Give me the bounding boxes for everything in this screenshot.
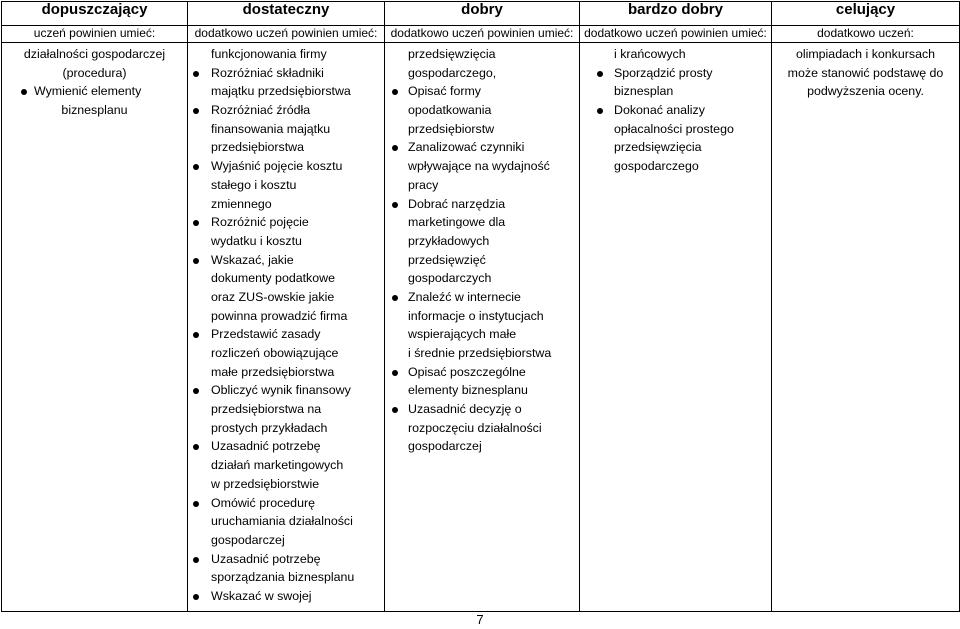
page-number: 7: [476, 612, 484, 627]
requirements-cell-dostateczny: [188, 43, 385, 612]
bullet-item: Obliczyć wynik finansowy: [188, 381, 384, 400]
text-line: wydatku i kosztu: [211, 233, 302, 248]
text-line: rozliczeń obowiązujące: [211, 346, 339, 360]
requirements-cell-dopuszczajacy: [2, 43, 188, 612]
bullet-item: Wskazać w swojej: [188, 587, 384, 606]
bullet-item: Wskazać, jakie: [188, 251, 384, 270]
text-line: przedsięwzięcia: [408, 47, 496, 61]
text-line: biznesplanu: [61, 103, 128, 118]
requirements-body-row: [2, 43, 960, 612]
text-line: finansowania majątku: [211, 121, 331, 136]
bullet-item: Wyjaśnić pojęcie kosztu: [188, 157, 384, 176]
grade-subtitle: dodatkowo uczeń powinien umieć:: [385, 26, 580, 43]
text-line: i krańcowych: [614, 47, 686, 61]
bullet-item: Wymienić elementy: [2, 82, 187, 101]
grade-subheader-row: [2, 26, 960, 43]
text-line: opodatkowania: [408, 103, 492, 118]
bullet-item: Omówić procedurę: [188, 494, 384, 513]
text-line: gospodarczego,: [408, 65, 497, 80]
text-line: przedsiębiorstw: [408, 121, 495, 136]
text-line: opłacalności prostego: [614, 121, 734, 136]
text-line: biznesplan: [614, 84, 674, 99]
text-line: dokumenty podatkowe: [211, 271, 335, 286]
text-line: gospodarczej: [408, 439, 482, 454]
text-line: przedsiębiorstwa: [211, 140, 304, 155]
text-line: rozpoczęciu działalności: [408, 420, 542, 435]
text-line: wpływające na wydajność: [408, 159, 550, 174]
bullet-item: Opisać poszczególne: [385, 363, 579, 382]
bullet-item: Zanalizować czynniki: [385, 138, 579, 157]
bullet-item: Znaleźć w internecie: [385, 288, 579, 307]
bullet-item: Dokonać analizy: [580, 101, 771, 120]
text-line: majątku przedsiębiorstwa: [211, 84, 351, 99]
text-line: i średnie przedsiębiorstwa: [408, 346, 552, 360]
bullet-item: Uzasadnić potrzebę: [188, 437, 384, 456]
text-line: oraz ZUS-owskie jakie: [211, 289, 335, 304]
text-line: (procedura): [62, 65, 127, 80]
text-line: olimpiadach i konkursach: [795, 47, 936, 61]
text-line: wspierających małe: [408, 327, 517, 342]
text-line: może stanowić podstawę do: [787, 65, 944, 80]
text-line: małe przedsiębiorstwa: [211, 364, 335, 379]
text-line: pracy: [408, 177, 439, 192]
grade-subtitle: uczeń powinien umieć:: [2, 26, 188, 43]
grade-title-bardzo-dobry: bardzo dobry: [580, 2, 772, 26]
text-line: działalności gospodarczej: [23, 47, 166, 61]
grade-header-row: [2, 2, 960, 26]
text-line: podwyższenia oceny.: [807, 84, 924, 99]
bullet-item: Przedstawić zasady: [188, 325, 384, 344]
requirements-cell-bardzo-dobry: [580, 43, 772, 612]
bullet-item: Rozróżniać źródła: [188, 101, 384, 120]
bullet-item: Rozróżnić pojęcie: [188, 213, 384, 232]
bullet-item: Dobrać narzędzia: [385, 195, 579, 214]
text-line: funkcjonowania firmy: [211, 47, 327, 61]
grade-subtitle: dodatkowo uczeń powinien umieć:: [580, 26, 772, 43]
bullet-item: Sporządzić prosty: [580, 64, 771, 83]
text-line: gospodarczych: [408, 271, 492, 286]
text-line: przedsięwzięcia: [614, 140, 702, 155]
grade-title-dostateczny: dostateczny: [188, 2, 385, 26]
text-line: uruchamiania działalności: [211, 514, 353, 529]
bullet-item: Rozróżniać składniki: [188, 64, 384, 83]
text-line: zmiennego: [211, 196, 272, 211]
text-line: elementy biznesplanu: [408, 383, 528, 398]
text-line: marketingowe dla: [408, 215, 506, 230]
text-line: przedsięwzięć: [408, 252, 486, 267]
bullet-item: Uzasadnić decyzję o: [385, 400, 579, 419]
text-line: w przedsiębiorstwie: [211, 476, 320, 491]
text-line: gospodarczej: [211, 532, 285, 547]
grade-title-dopuszczajacy: dopuszczający: [2, 2, 188, 26]
grade-title-dobry: dobry: [385, 2, 580, 26]
text-line: działań marketingowych: [211, 458, 344, 473]
bullet-item: Uzasadnić potrzebę: [188, 550, 384, 569]
grade-subtitle: dodatkowo uczeń:: [772, 26, 960, 43]
requirements-cell-dobry: [385, 43, 580, 612]
grade-requirements-table: [1, 1, 960, 612]
grade-subtitle: dodatkowo uczeń powinien umieć:: [188, 26, 385, 43]
requirements-cell-celujacy: [772, 43, 960, 612]
text-line: gospodarczego: [614, 159, 699, 174]
text-line: sporządzania biznesplanu: [211, 570, 355, 585]
text-line: powinna prowadzić firma: [211, 308, 348, 323]
text-line: informacje o instytucjach: [408, 308, 544, 323]
text-line: przedsiębiorstwa na: [211, 402, 322, 417]
grade-title-celujacy: celujący: [772, 2, 960, 26]
text-line: stałego i kosztu: [211, 177, 297, 192]
text-line: prostych przykładach: [211, 420, 328, 435]
text-line: przykładowych: [408, 233, 490, 248]
bullet-item: Opisać formy: [385, 82, 579, 101]
